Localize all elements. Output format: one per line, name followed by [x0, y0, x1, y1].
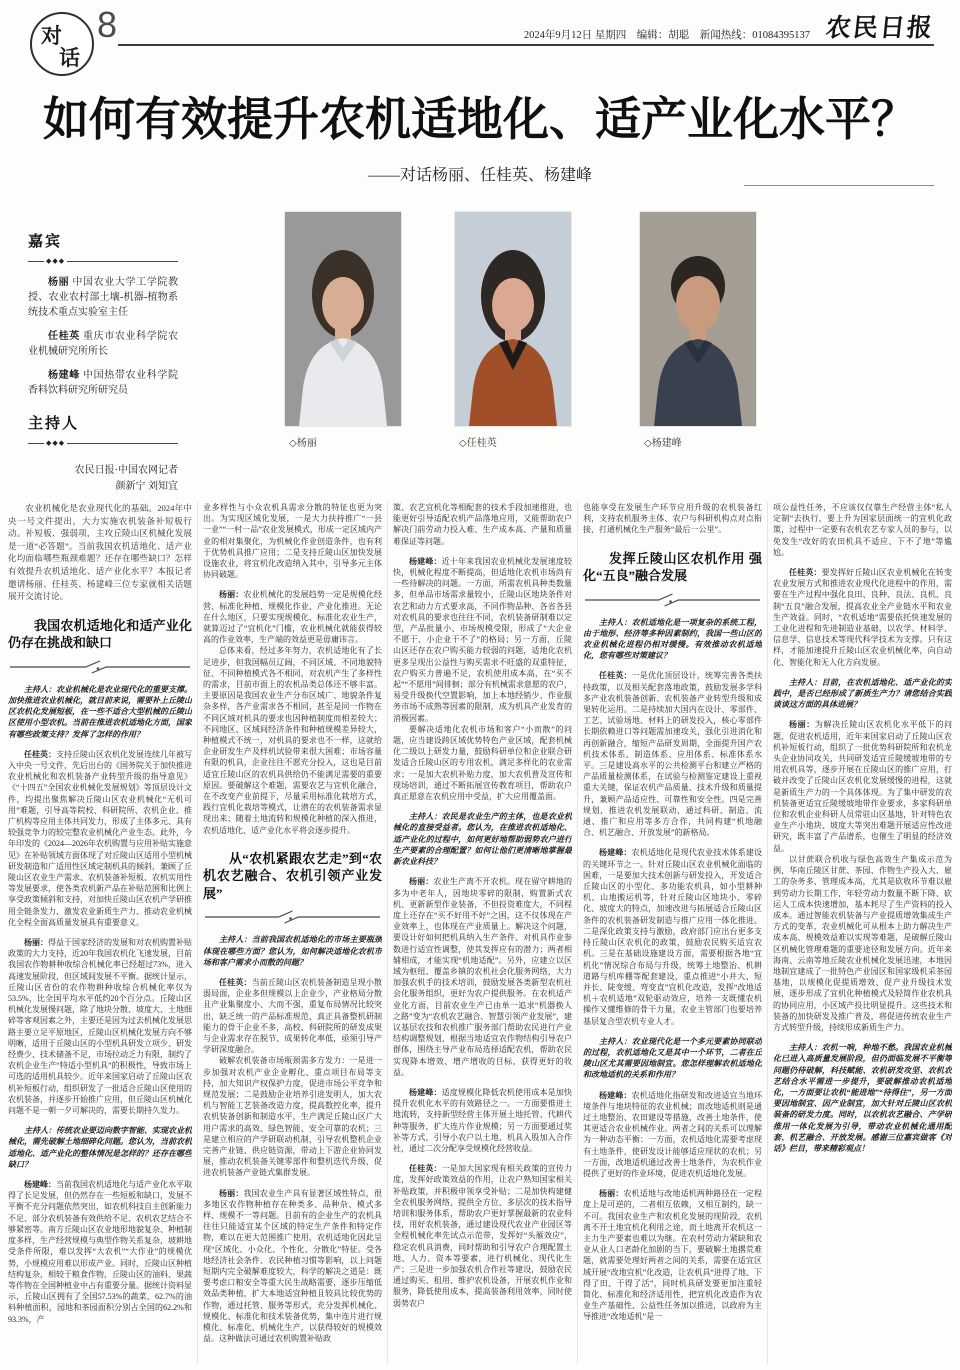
body-paragraph: 杨建峰：适度规模化降低农机使用成本是加快提升农机化水平的有效路径之一。一方面要推进土地流转，支持新型经营主体开展土地托管、代耕代种等服务，扩大连片作业规模；另一方面要通过奖补等方式，引导小农户以土地、机具入股加入合作社，通过二次分配享受规模化经营收益。 [393, 1087, 572, 1153]
guest-name: 杨丽 [48, 277, 70, 288]
guest-desc: 重庆市农业科学院农业机械研究所所长 [28, 331, 178, 357]
credit-line: 农民日报·中国农网记者 [74, 465, 178, 476]
body-columns [0, 502, 960, 1364]
headline-subtitle: ——对话杨丽、任桂英、杨建峰 [367, 167, 592, 184]
portrait-illustration [455, 212, 571, 426]
guests-heading: 嘉宾 [28, 234, 63, 250]
speaker-label: 杨丽： [789, 720, 815, 730]
speaker-label: 杨丽： [409, 877, 434, 887]
portrait-photo-renguiying [455, 212, 571, 426]
speaker-label: 杨丽： [24, 938, 48, 948]
body-paragraph: 总体来看，经过多年努力，农机适地化有了长足进步，但我国幅员辽阔，不同区域、不同地貌特征、不同种植模式各不相同，对农机产生了多样性的需求，目前市面上的农机品类总体还不够丰富。主要原因是我国农业生产分布区域广、地貌条件复杂多样，各产业需求各不相同，甚至是同一作物在不同区域对机具的要求也因种植制度而相差较大；不同地区、区域间经济条件和种植规模差异较大，种植模式不统一，对机具的要求也不一样，这就给企业研发生产及样机试验带来很大困难；市场容量有限的机具，企业往往不愿充分投入，这也是目前适宜丘陵山区的农机具供给仍不能满足需要的重要原因。要破解这个难题，需要农艺与宜机化融合，在不改变产业前提下，尽量采用标准化栽培方式，践行宜机化栽培等模式，让潜在的农机装备需求显现出来；随着土地流转和规模化种植的深入推进，农机适地化、适产业化水平将会逐步提升。 [203, 646, 382, 835]
headline-block [0, 82, 960, 210]
host-paragraph: 主持人：农民是农业生产的主体，也是农业机械化的直接受益者。您认为，在推进农机适地化、适产业化的过程中，如何更好地帮助弱势农户进行生产要素的合理配置？如何让他们更清晰地掌握最新农业科技？ [393, 812, 572, 867]
body-paragraph: 项公益性任务，不应该仅仅靠生产经营主体“私人定制”去执行，要上升为国家层面统一的宜机化政策，过程中一定要有农机农艺专家人员的参与，以免发生“改好的农田机具不适应、下不了地”等尴尬。 [773, 503, 952, 557]
speaker-label: 主持人： [599, 1036, 632, 1046]
portrait-photo-yangli [285, 212, 401, 426]
speaker-label: 任桂英： [599, 671, 632, 681]
divider-line [28, 443, 44, 444]
speaker-label: 任桂英： [219, 978, 252, 987]
host-heading: 主持人 [28, 416, 80, 432]
diamond-ornament-icon: ◆◆◆ [46, 257, 66, 265]
divider-line [67, 443, 178, 444]
host-paragraph: 主持人：农业现代化是一个多元要素协同联动的过程，农机适地化又是其中一个环节，二者在丘陵山区尤其需要因地制宜。您怎样理解农机适地化和改地适机的关系和作用？ [583, 1036, 762, 1080]
column-2 [197, 502, 382, 1364]
speaker-label: 杨丽： [599, 1189, 624, 1199]
speaker-label: 主持人： [599, 617, 632, 627]
body-paragraph: 要解决适地化农机市场和客户“小而散”的问题，应当建设跨区域优势特色产业区域，配套机械化二级以上研发力量，鼓励科研单位和企业联合研发适合丘陵山区的专用农机，满足多样化的农业需求；一是加大农机补贴力度，加大农机普及宣传和现场培训，通过不断拓展宣传教育项目，帮助农户真正愿意在农机应用中受益，扩大应用覆盖面。 [393, 724, 572, 802]
speaker-label: 任桂英： [409, 1164, 442, 1174]
guests-divider [28, 257, 178, 265]
speaker-label: 任桂英： [24, 749, 56, 759]
section-heading: 发挥丘陵山区农机作用 强化“五良”融合发展 [583, 550, 762, 584]
guest-entry [28, 329, 178, 359]
portrait-illustration [640, 212, 756, 426]
section-divider-icon [8, 660, 192, 674]
host-paragraph: 主持人：农机适地化是一项复杂的系统工程，由于地形、经济等多种因素制约，我国一些山区的农业机械化进程仍相对缓慢。有效推动农机适地化，您有哪些对策建议？ [583, 617, 762, 661]
body-paragraph: 杨建峰：近十年来我国农业机械化发展速度较快，机械化程度不断提高，但适地化农机市场尚有一些待解决的问题。一方面，所需农机具种类数量多，但单品市场需求量较小，丘陵山区地块条件对农艺和动力方式要求高，不同作物品种、各省各县对农机具的要求也往往不同，农机装备研制难以定型，产品批量小、市场规模受限，形成了“大企业不愿干、小企业干不了”的格局；另一方面，丘陵山区还存在农户购买能力较弱的问题，适地化农机更多呈现出公益性与购买需求不旺盛的双重特征，农户购买力普遍不足，农机使用成本高，在“买不起”“不愿用”间徘徊；部分有机械需求意愿的农户，易受升级换代空置影响，加上本地经销少、作业服务市场不成熟等因素的限制，成为机具产业发育的消极因素。 [393, 556, 572, 723]
section-divider-icon [203, 910, 382, 924]
body-paragraph: 杨建峰：农机适地化是现代农业技术体系建设的关键环节之一。针对丘陵山区农业机械化面临的困难，一是要加大技术创新与研发投入，开发适合丘陵山区的小型化、多功能农机具，如小型耕种机、山地搬运机等，针对丘陵山区地块小、零碎化、坡度大的特点，加速改进与拓展适合丘陵山区条件的农机装备研发制造与推广应用一体化推进。二是深化政策支持与激励，政府部门应出台更多支持丘陵山区农机化的政策，鼓励农民购买适宜农机。三是在基础设施建设方面，需要根据各地“宜机化”情况综合布局与升级，统筹土地整治、机耕道路与机库棚等配套建设，重点推进“小并大、短并长、陡变缓、弯变直”宜机化改造，发挥“改地适机＋农机适地”双轮驱动效应，培养一支既懂农机操作又懂维修的骨干力量，农业主管部门也要培养基层复合型农机专业人才。 [583, 848, 762, 1026]
host-divider [28, 439, 178, 447]
guest-desc: 中国热带农业科学院香料饮料研究所研究员 [28, 370, 178, 396]
diamond-ornament-icon: ◆◆◆ [46, 439, 66, 447]
host-paragraph: 主持人：农机一响，种地不愁。我国农业机械化已进入高质量发展阶段，但仍面临发展不平衡等问题仍待破解，科技赋能、农机研发攻坚、农机农艺结合水平需进一步提升，要破解推动农机适地化，一方面要让农机“能进地”“待得住”，另一方面要因地制宜、因产业制宜，加大针对丘陵山区农机装备的研发力度。同时，以农机农艺融合、产学研推用一体化发展为引导，带动农业机械化通用配套、机艺融合、开放发展。感谢三位嘉宾做客《对话》栏目，带来精彩观点！ [773, 1043, 952, 1153]
header-rule [118, 44, 934, 46]
body-paragraph: 杨丽：农机适地与改地适机两种路径在一定程度上是可逆的，二者相互依赖，又相互制约，缺一不可。我国农业生产和农机化发展的现阶段，农机离不开土地宜机化利用之途，而土地离开农机这一主力生产要素也难以为继。在农村劳动力紧缺和农业从业人口老龄化加剧的当下，要破解土地撂荒难题，就需要处理好两者之间的关系，需要在适宜区域开展“改地宜机”化改造，让农机具“进得了地、下得了田、干得了活”，同时机具研发要更加注重轻简化、标准化和经济适用性，把宜机化改造作为农业生产基础性、公益性任务加以推进，以政府为主导推进“改地适机”是一 [583, 1189, 762, 1322]
photo-caption: ◇任桂英 [459, 438, 497, 449]
reporter-credits [28, 463, 178, 495]
guest-entry [28, 368, 178, 398]
dateline: 2024年9月12日 星期四 编辑：胡聪 新闻热线：01084395137 [523, 30, 810, 41]
guest-entry [28, 275, 178, 320]
section-heading: 我国农机适地化和适产业化仍存在挑战和缺口 [8, 617, 192, 651]
section-heading: 从“农机紧跟农艺走”到“农机农艺融合、农机引领产业发展” [203, 850, 382, 901]
body-paragraph: 任桂英：当前丘陵山区农机装备制造呈现小散弱局面，企业多但规模以上企业少，产业格局分散且产业集聚度小、大而不强，重复布局情况比较突出，缺乏统一的产品标准规范，真正具备整机研制能力的骨干企业不多，高校、科研院所的研发成果与企业需求存在脱节、成果转化率低，亟须引导产学研深度融合。 [203, 978, 382, 1055]
photo-caption: ◇杨丽 [289, 438, 317, 449]
speaker-label: 主持人： [24, 684, 56, 694]
speaker-label: 主持人： [219, 935, 252, 945]
body-paragraph: 策、农艺宜机化等相配套的技术手段加速推进，也能更好引导适配农机产品落地应用，又能帮助农户解决门前劳动力投入难、生产成本高、产量和质量难保证等问题。 [393, 503, 572, 546]
speaker-label: 任桂英： [789, 568, 822, 578]
speaker-label: 杨建峰： [409, 556, 442, 566]
body-paragraph: 任桂英：支持丘陵山区农机化发展连续几年被写入中央一号文件，先后出台的《国务院关于加快推进农业机械化和农机装备产业转型升级的指导意见》《“十四五”全国农业机械化发展规划》等顶层设计文件，均提出聚焦解决丘陵山区农业机械化“无机可用”难题，引导高等院校、科研院所、农机企业、推广机构等应用主体共同发力，形成了主体多元、具有较强竞争力的较完整农业机械化产业生态。此外，今年印发的《2024—2026年农机购置与应用补贴实施意见》在补贴领域方面体现了对丘陵山区适用小型机械研发制造和广适用性区域定制机具的倾斜，兼顾了丘陵山区农业生产需求、农机装备补短板、农机实用性等发展要求，使各类农机新产品在补贴范围和比例上享受政策倾斜和支持，对加快丘陵山区农机产学研推用全链条发力、激发农业新质生产力、推动农业机械化全程全面高质量发展具有重要意义。 [8, 749, 192, 927]
speaker-label: 杨建峰： [409, 1087, 442, 1097]
column-4 [577, 502, 762, 1364]
speaker-label: 杨丽： [219, 590, 244, 600]
masthead-logo: 农民日报 [824, 15, 936, 42]
body-paragraph: 业多样性与小众农机具需求分散的特征也更为突出。为实现区域化发展，一是大力扶持推广“一县一业”“一村一品”农业发展模式，形成一定区域内产业的相对集聚化，为机械化作业创造条件，也有利于优势机具推广应用；二是支持丘陵山区加快发展设施农业，将宜机化改造纳入其中，引导多元主体协同破题。 [203, 503, 382, 580]
divider-line [28, 261, 44, 262]
body-paragraph: 也能享受在发展生产环节应用升级的农机装备红利，支持农机服务主体、农户与科研机构点对点衔接，打通机械化生产服务“最后一公里”。 [583, 503, 762, 535]
host-paragraph: 主持人：目前，在农机适地化、适产业化的实践中，是否已经形成了新质生产力？请您结合实践谈谈这方面的具体进展？ [773, 677, 952, 710]
body-paragraph: 破解农机装备市场瓶颈需多方发力：一是进一步加强对农机产业企业孵化、重点项目布局等支持，加大知识产权保护力度，促进市场公平竞争和规范发展；二是鼓励企业培养引进发明人，加大农机与智能工艺装备改造力度，提高数控化率，提升农机装备创新和制造水平，生产满足丘陵山区广大用户需求的高效、绿色智能、安全可靠的农机；三是建立相应的产学研联动机制，引导农机整机企业完善产业链、供应链资源，带动上下游企业协同发展，推动农机装备关键零部件和整机迭代升级，促进农机装备产业链式集群发展。 [203, 1056, 382, 1178]
headline-title: 如何有效提升农机适地化、适产业化水平？ [43, 94, 917, 145]
speaker-label: 杨建峰： [599, 1090, 632, 1100]
body-paragraph: 任桂英：要发挥好丘陵山区农业机械化在转变农业发展方式和推进农业现代化进程中的作用，需要在生产过程中强化良田、良种、良法、良机、良制“五良”融合发展，提高农业全产业链水平和农业生产效益。同时，“农机适地”需要依托快速发展的工业化进程和先进制造业基础，以农学、材料学、信息学、信息技术等现代科学技术为支撑。只有这样，才能加速提升丘陵山区农业机械化率，向自动化、智能化和无人化方向发展。 [773, 568, 952, 667]
guest-desc: 中国农业大学工学院教授、农业农村部土壤-机器-植物系统技术重点实验室主任 [28, 277, 178, 318]
body-paragraph: 杨丽：农业生产离不开农机。现在留守耕地的多为中老年人，因地块零碎的限制，购置新式农机、更新新型作业装备，不但投资难度大，不同程度上还存在“买不好用不好”之困，这不仅体现在产业效率上，也体现在产业质量上。解决这个问题，要设计好如何把机具纳入生产条件、对机具作业参数进行适宜性调整，使其发挥应有的潜力；两者相辅相成，才能实现“机地适配”。另外，应建立以区域为枢纽、覆盖乡镇的农机社会化服务网络，大力加强农机手的技术培训，鼓励发展各类新型农机社会化服务组织，更好为农户提供服务。在农机适产业化方面，目前农业生产已由单一追求“机器换人之路”变为“农机农艺融合、智慧引领产业发展”，建议基层农技和农机推广服务部门帮助农民进行产业结构调整规划，根据当地适宜农作物结构引导农户群体，围绕主导产业布局选择适配农机，帮助农民实现降本增效、增产增收的目标，获得更好的收益。 [393, 877, 572, 1077]
speaker-label: 主持人： [789, 677, 822, 687]
speaker-label: 杨丽： [219, 1188, 244, 1198]
column-3 [387, 502, 572, 1364]
guest-name: 杨建峰 [48, 370, 80, 381]
body-paragraph: 杨丽：得益于国家经济的发展和对农机购置补贴政策的大力支持，近20年我国农机化飞速发展，目前我国农作物耕种收综合机械化率已经超过73%，进入高速发展阶段，但区域间发展不平衡。据统计显示，丘陵山区省份的农作物耕种收综合机械化率仅为53.5%，比全国平均水平低约20个百分点。丘陵山区机械化发展慢问题，除了地块分散、坡度大、土地细碎等客观因素之外，主要还是因为过去机械化发展思路主要立足平原地区，丘陵山区机械化发展方向不够明晰，适用于丘陵山区的小型机具研发立项少、研发经费少、技术储备不足，市场拉动乏力有限，制约了农机企业生产“特适小型机具”的积极性，导致市场上可选的适用机具较少。近年来国家启动了丘陵山区农机补短板行动，组织研发了一批适合丘陵山区使用的农机装备，并逐步开始推广应用，但丘陵山区机械化问题不是一朝一夕可解决的，需要长期持久发力。 [8, 938, 192, 1116]
body-paragraph: 任桂英：一是优化顶层设计，统筹完善各类扶持政策，以及相关配套落地政策，鼓励发展多学科多产业农机装备创新、农机装备产业转型升级和成果转化运用。二是持续加大国内在设计、零部件、工艺、试验场地、材料上的研发投入，核心零部件长期依赖进口等问题需加速攻关，强化引进消化和再创新融合，缩短产品研发周期，全面提升国产农机技术体系、制造体系、应用体系、标准体系水平。三是建设高水平的公共检测平台和建立严格的产品质量检测体系，在试验与检测鉴定建设上重视重大关键，保证农机产品质量、技术升级和质量提升，兼顾产品适应性、可靠性和安全性。四是完善规划，推进农机发展联动，通过科研、制造、流通、推广和应用等多方合作，共同构建“机地融合、机艺融合、开放发展”的新格局。 [583, 671, 762, 838]
body-paragraph: 杨丽：农业机械化的发展趋势一定是规模化经营、标准化种植、规模化作业、产业化推进。无论在什么地区，只要实现规模化、标准化农业生产，就算迈过了“宜机化”门槛，农业机械化就能获得较高的作业效率，生产端的效益更是毋庸讳言。 [203, 590, 382, 645]
speaker-label: 主持人： [789, 1043, 822, 1053]
body-paragraph: 杨建峰：当前我国农机适地化与适产业化水平取得了长足发展，但仍然存在一些短板和缺口，发展不平衡不充分问题依然突出，如农机科技自主创新能力不足、部分农机装备有效供给不足、农机农艺结合不够紧密等。南方丘陵山区农业地形地貌复杂、种植制度多样，生产经营规模与典型作物关系复杂，坡耕地受条件所限，难以发挥“大农机”“大作业”的规模优势，小规模应用难以形成产业。同时，丘陵山区种植结构复杂，相较于粮食作物，丘陵山区的油料、果蔬等作物在全国种植业中占有重要分量。据统计资料显示，丘陵山区拥有了全国57.53%的蔬菜、62.7%的油料种植面积，园地和茶园面积分别占全国的62.2%和93.3%，产 [8, 1180, 192, 1324]
subtitle-rule [744, 185, 934, 186]
speaker-label: 主持人： [24, 1126, 56, 1136]
column-1 [8, 502, 192, 1364]
host-paragraph: 主持人：当前我国农机适地化的市场主要瓶颈体现在哪些方面？您认为，如何解决适地化农机市场和客户需求小而散的问题？ [203, 935, 382, 967]
body-paragraph: 杨丽：为解决丘陵山区农机化水平低下的问题，促进农机适用，近年来国家启动了丘陵山区农机补短板行动，组织了一批优势科研院所和农机龙头企业协同攻关，共同研发适宜丘陵缓坡地带的专用农机具等，逐步开展在丘陵山区的推广应用，打破并改变了丘陵山区农机化发展缓慢的进程，这就是新质生产力的一个具体体现。为了集中研发的农机装备更适宜丘陵缓坡地带作业要求，多家科研单位和农机企业科研人员常驻山区基地，针对特色农业生产小地块、坡度大等突出难题开展适应性改进研究，既丰富了产品谱系，也催生了明显的经济效益。 [773, 720, 952, 853]
speaker-label: 杨建峰： [24, 1180, 56, 1190]
section-logo-char1: 对 [41, 24, 62, 48]
body-paragraph: 杨丽：我国农业生产具有显著区域性特点，很多地区农作物种植存在种类多、品种杂、模式多样、规模不一等问题。目前有的企业生产的农机具往往只能适宜某个区域的特定生产条件和特定作物，难以在更大范围推广使用，农机适地化因此呈现“区域化、小众化、个性化、分散化”特征。受各地经济社会条件、农民种植习惯等影响，以上问题短期内完全破解难度较大，科学的解决之道是：既要考虑口粮安全等重大民生战略需要，逐步压缩低效品类种植，扩大本地适宜种植且较具比较优势的作物，通过托管、服务等形式，充分发挥机械化、规模化、标准化和技术装备优势，集中连片进行规模化、标准化、机械化生产，以获得较好的规模效益。这种做法可通过农机购置补贴政 [203, 1188, 382, 1344]
host-paragraph: 主持人：农业机械化是农业现代化的重要支撑。加快推进农业机械化，就目前来说，需要补上丘陵山区农机化发展短板，在一些不适合大型机械的丘陵山区使用小型农机。当前在推进农机适地化方面，国家有哪些政策支持？发挥了怎样的作用？ [8, 684, 192, 739]
section-divider-icon [583, 593, 762, 607]
body-paragraph: 杨建峰：农机适地化指研发和改进适宜当地环境条件与地块特征的农业机械；而改地适机则是通过土地整治、农田建设等措施，改善土地条件，使其更适合农业机械作业。两者之间的关系可以理解为一种动态平衡：一方面，农机适地化需要考虑现有土地条件，使研发设计能够适应现状的农机；另一方面，改地适机通过改善土地条件，为农机作业提供了更好的作业环境，促进农机适地化发展。 [583, 1090, 762, 1178]
portrait-photo-yangjianfeng [640, 212, 756, 426]
credit-line: 颜新宁 刘知宜 [115, 481, 178, 492]
lede-paragraph: 农业机械化是农业现代化的基础。2024年中央一号文件提出，大力实施农机装备补短板行动。补短板、强弱项，主攻丘陵山区机械化发展是一道“必答题”。当前我国农机适地化、适产业化均面临哪些瓶颈难题？还存在哪些缺口？怎样有效提升农机适地化、适产业化水平？本报记者邀请杨丽、任桂英、杨建峰三位专家就相关话题展开交流讨论。 [8, 503, 192, 602]
photo-caption: ◇杨建峰 [644, 438, 682, 449]
page-number: 8 [97, 4, 118, 45]
middle-region [0, 210, 960, 492]
guest-name: 任桂英 [48, 331, 80, 342]
portrait-illustration [285, 212, 401, 426]
section-logo-char2: 话 [59, 46, 80, 70]
page-header [0, 0, 960, 82]
body-paragraph: 任桂英：一是加大国家现有相关政策的宣传力度，发挥好政策效益的作用，让农户熟知国家相关补贴政策，并积极申领享受补贴；二是加快构建健全农机服务网络，提供全方位、多层次的技术指导培训和服务体系，帮助农户更好掌握最新的农业科技，用好农机装备，通过建设现代农业产业园区等全程机械化率先试点示范带，发挥好“头雁效应”，稳定农机具消费，同时帮助和引导农户合理配置土地、人力、资本等要素，进行机械化、现代化生产；三是进一步加强农机合作社等建设，鼓励农民通过购买、租用、维护农机设备，开展农机作业和服务，降低使用成本，提高装备利用效率，同时使弱势农户 [393, 1164, 572, 1308]
section-logo [30, 12, 94, 76]
guest-panel [28, 230, 178, 495]
divider-line [67, 261, 178, 262]
speaker-label: 主持人： [409, 812, 442, 822]
host-paragraph: 主持人：传统农业要迈向数字智能、实现农业机械化，需先破解土地细碎化问题。您认为，当前农机适地化、适产业化的整体情况是怎样的？还存在哪些缺口？ [8, 1126, 192, 1169]
speaker-label: 杨建峰： [599, 848, 632, 858]
column-5 [767, 502, 952, 1364]
body-paragraph: 以甘蔗联合机收与绿色高效生产集成示范为例，华南丘陵区甘蔗、茶园、作物生产投入大、雇工的杂务多、管理成本高，尤其是砍收环节难以雇到劳动力长期工作，年轻劳动力数量不断下降、砍运人工成本快速增加，基本耗尽了生产资料的投入成本。通过智能农机装备与产业提质增效集成生产方式的变革，农业机械化可从根本上助力解决生产成本高、规模效益难以实现等难题，是破解丘陵山区机械化管理难题的重要途径和发展方向。近年来海南、云南等地丘陵农业机械化发展迅速，本地因地制宜建成了一批特色产业园区和国家级机采茶园基地，以规模化促提质增效、促产业升级技术发展，逐步形成了宜机化种植模式及轻简作业农机具的协同应用，小区域产投比明显提升。这些技术和装备的加快研发及推广普及，将促进传统农业生产方式转型升级，持续形成新质生产力。 [773, 854, 952, 1032]
